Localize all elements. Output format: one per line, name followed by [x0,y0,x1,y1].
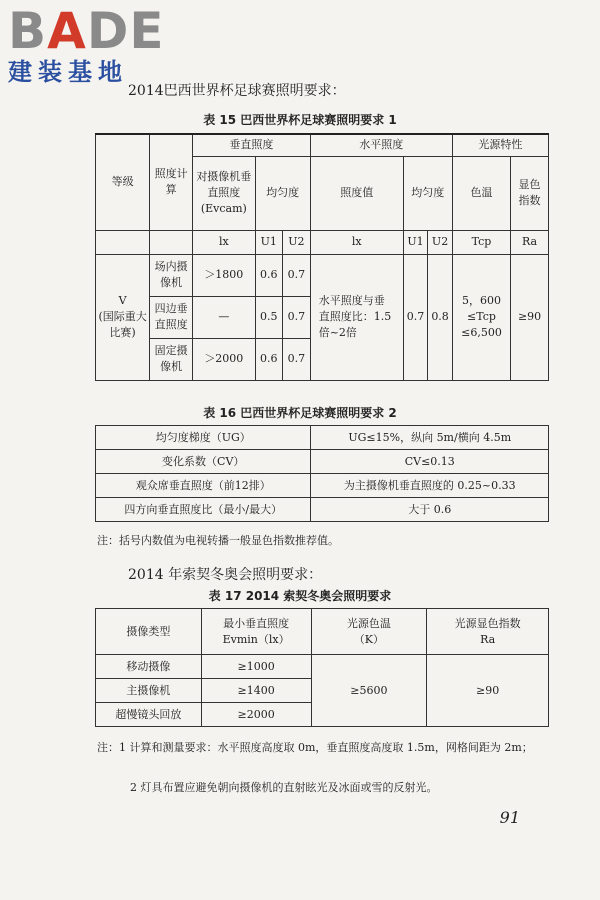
color-temp-value: ≥5600 [311,655,427,727]
calc-type: 四边垂直照度 [150,296,193,338]
param-label: 观众席垂直照度（前12排） [96,474,311,498]
header-calc: 照度计算 [150,134,193,230]
u2-value: 0.7 [283,338,311,380]
cri-value: ≥90 [427,655,549,727]
table15-caption: 表 15 巴西世界杯足球赛照明要求 1 [203,113,397,127]
header-cri: 显色指数 [511,156,549,230]
logo-wordmark: BADE [8,2,165,60]
u2-value: 0.7 [283,254,311,296]
lux-value: ＞2000 [193,338,255,380]
unit-u2: U2 [283,230,311,254]
header-color-temp: 色温 [452,156,510,230]
unit-u1: U1 [255,230,283,254]
table-15 [95,133,549,381]
table16-caption: 表 16 巴西世界杯足球赛照明要求 2 [203,406,397,420]
min-lux: ≥1000 [201,655,311,679]
unit-u2: U2 [428,230,453,254]
lux-value: — [193,296,255,338]
calc-type: 固定摄像机 [150,338,193,380]
table17-caption: 表 17 2014 索契冬奥会照明要求 [208,589,392,603]
camera-type: 主摄像机 [96,679,202,703]
header-camera-type: 摄像类型 [96,609,202,655]
camera-type: 超慢镜头回放 [96,703,202,727]
unit-lx: lx [193,230,255,254]
horizontal-u2: 0.8 [428,254,453,380]
u1-value: 0.6 [255,338,283,380]
header-light-source: 光源特性 [452,134,548,156]
color-temp-value: 5，600 ≤Tcp ≤6,500 [452,254,510,380]
table-17 [95,608,549,727]
horizontal-u1: 0.7 [403,254,428,380]
header-vertical: 垂直照度 [193,134,311,156]
grade-value: V (国际重大比赛) [96,254,150,380]
min-lux: ≥2000 [201,703,311,727]
param-value: 为主摄像机垂直照度的 0.25~0.33 [311,474,549,498]
header-uniformity-v: 均匀度 [255,156,310,230]
calc-type: 场内摄像机 [150,254,193,296]
param-value: CV≤0.13 [311,450,549,474]
cri-value: ≥90 [511,254,549,380]
param-label: 变化系数（CV） [96,450,311,474]
table17-note-2: 2 灯具布置应避免朝向摄像机的直射眩光及冰面或雪的反射光。 [130,781,438,794]
unit-tcp: Tcp [452,230,510,254]
param-label: 均匀度梯度（UG） [96,426,311,450]
header-grade: 等级 [96,134,150,230]
table16-note: 注：括号内数值为电视转播一般显色指数推荐值。 [97,534,339,547]
param-value: 大于 0.6 [311,498,549,522]
unit-ra: Ra [511,230,549,254]
table-16 [95,425,549,522]
unit-u1: U1 [403,230,428,254]
logo-subtitle: 建装基地 [8,58,128,86]
param-value: UG≤15%，纵向 5m/横向 4.5m [311,426,549,450]
u2-value: 0.7 [283,296,311,338]
header-horizontal: 水平照度 [310,134,452,156]
lux-value: ＞1800 [193,254,255,296]
header-horizontal-value: 照度值 [310,156,403,230]
header-uniformity-h: 均匀度 [403,156,452,230]
header-min-vertical: 最小垂直照度 Evmin（lx） [201,609,311,655]
intro-sochi: 2014 年索契冬奥会照明要求： [128,567,323,583]
intro-brazil: 2014巴西世界杯足球赛照明要求： [128,83,346,99]
table17-note-1: 注：1 计算和测量要求：水平照度高度取 0m，垂直照度高度取 1.5m，网格间距为 2m； [97,741,533,754]
header-color-temp: 光源色温 （K） [311,609,427,655]
camera-type: 移动摄像 [96,655,202,679]
u1-value: 0.5 [255,296,283,338]
header-camera-vertical: 对摄像机垂直照度 (Evcam) [193,156,255,230]
logo [8,2,165,86]
unit-lx: lx [310,230,403,254]
page-number: 91 [499,808,520,827]
header-cri: 光源显色指数 Ra [427,609,549,655]
param-label: 四方向垂直照度比（最小/最大） [96,498,311,522]
u1-value: 0.6 [255,254,283,296]
horizontal-ratio: 水平照度与垂直照度比：1.5倍~2倍 [310,254,403,380]
min-lux: ≥1400 [201,679,311,703]
